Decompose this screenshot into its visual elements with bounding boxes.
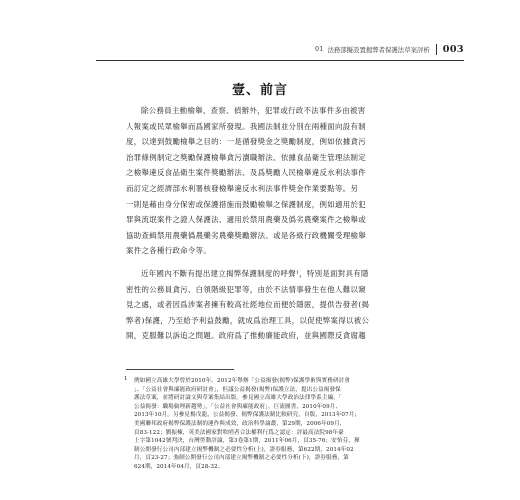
text-line: 人報案或民眾檢舉而爲國家所發現。我國法制並分別在兩種面向設有制 [126,121,366,131]
text-line: 治罪條例制定之獎勵保護檢舉貪污瀆職辦法、依據食品衛生管理法制定 [126,152,366,162]
text-line: 之檢舉違反食品衛生案件獎勵辦法、及爲獎勵人民檢舉違反水利法事件 [126,168,366,178]
text-line: 度，以達到鼓勵檢舉之目的：一是循發獎金之獎勵制度，例如依據貪污 [126,137,366,147]
section-heading: 壹、前言 [231,83,288,98]
text-line: 一則是藉由身分保密或保護措施而鼓勵檢舉之保護制度，例如適用於犯 [126,199,366,209]
page-number: 003 [442,43,464,55]
footnote-line: 例如國立高雄大學曾於2010年、2012年舉辦「公益揭發(揭弊)保護學術與實務研討會 [134,378,351,384]
text-line: 弊者)保護，乃至給予利益鼓勵，就成爲治理工具，以促使弊案得以被公 [126,315,370,325]
paragraph-1 [126,103,392,259]
footnote-line: 制公開發行公司內部建立揭弊機制之必要性分析(上)，證券服務，第622期，2014年02 [134,446,354,453]
text-line: 密性的公務員貪污、白領階級犯罪等，由於不法情事發生在他人難以窺 [126,284,366,294]
text-line: 開，克服難以訴追之問題。政府爲了推動廉能政府，並與國際反貪腐趨 [126,331,366,341]
running-title: 法務部擬設置揭弊者保護法草案評析 [327,45,430,54]
paragraph-2 [126,266,392,344]
footnote-marker: 1 [124,376,128,382]
footnote-text [126,377,396,472]
text-line: 近年國內不斷有提出建立揭弊保護制度的呼聲¹，特別是面對具有隱 [141,268,369,278]
footnote-line: 月，頁23-27；強制公開發行公司內部建立揭弊機制之必要性分析(下)，證券服務，第 [134,455,349,462]
text-line: 除公務員主動檢舉、查察、偵辦外，犯罪或行政不法事件多由被害 [141,106,366,115]
text-line: 而訂定之經濟部水利署核發檢舉違反水利法事件獎金作業要點等。另 [126,183,359,193]
footnote-line: 公益揭發：職場倫理新趨勢」，「公益社會與廉能政府」，巨流圖書，2010年09月、 [134,403,342,410]
text-line: 罪與流氓案件之證人保護法、適用於禁用農藥及僞劣農藥案件之檢舉或 [126,215,366,225]
text-line: 見之處，或者因爲涉案者擁有較高社經地位而便於隱匿，提供告發者(揭 [126,300,370,310]
chapter-number: 01 [314,45,324,53]
footnote-line: 上字第1042號判決，台灣勞動評論，第3卷第1期，2011年06月，頁35-76；安怡芬，揮 [134,438,360,445]
text-line: 案件之各種行政命令等。 [126,246,212,256]
footnote-line: 頁83-122；劉振棟，英美法國家對吹哨者合法權利行爲之認定：評最高法院98年臺 [134,429,344,436]
header-divider [436,44,437,55]
footnote-line: 624期，2014年04月，頁28-32。 [134,463,224,470]
footnote-line: 2013年10月。另參見楊戊龍，公益揭發、揭弊保護法制比較研究，自版，2013年07月； [134,412,361,419]
body-text [126,103,392,344]
footnote-line: 護法草案，並將研討論文與草案集結出版。參見國立高雄大學政治法律學系主編，「 [134,395,342,402]
footnote-line: 美國聯邦政府揭弊保護法制的運作與成效，政治科學論叢，第29期，2006年09月， [134,420,346,427]
running-header [96,38,464,61]
footnote-line: 」、「公益社會與廉能政府研討會」，但議公益揭發(揭弊)保護立法，提出公益揭發保 [134,386,341,393]
text-line: 協助查緝禁用農藥僞農藥劣農藥獎勵辦法、或是各級行政機關受理檢舉 [126,230,366,240]
footnote [126,377,396,472]
footnote-divider [126,369,234,370]
